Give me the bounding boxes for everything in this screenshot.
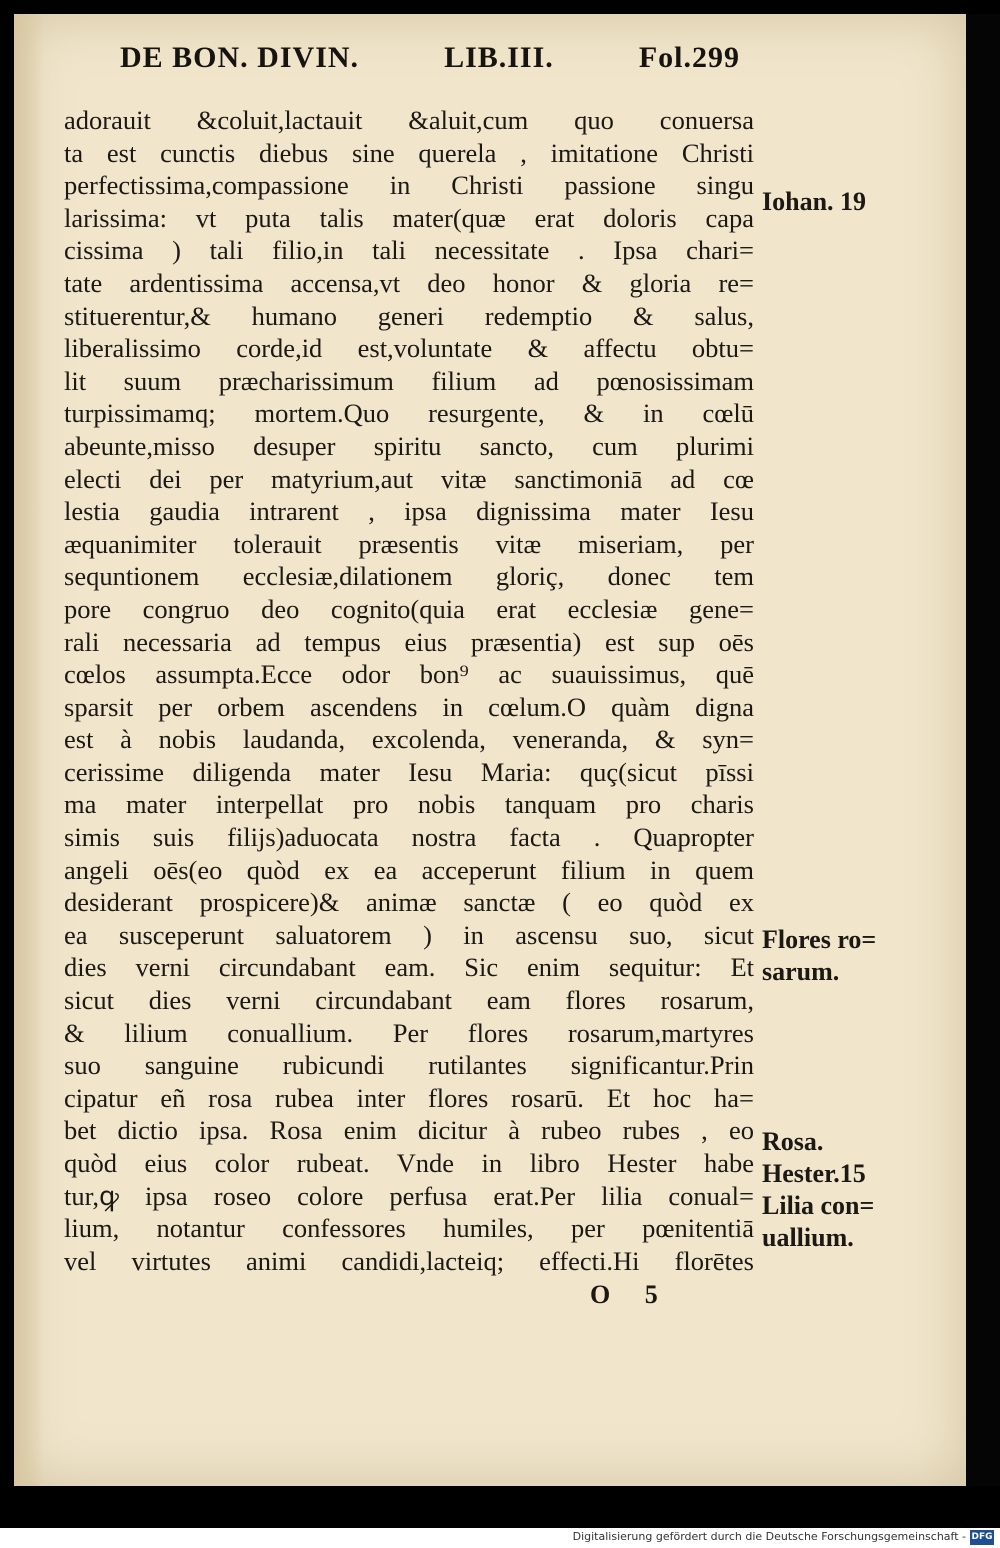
text-line: est à nobis laudanda, excolenda, veneranda, & syn= [64, 724, 754, 755]
text-line: adorauit &coluit,lactauit &aluit,cum quo conuersa [64, 105, 754, 135]
text-line: dies verni circundabant eam. Sic enim sequitur: Et [64, 952, 754, 983]
text-line: turpissimamq; mortem.Quo resurgente, & in cœlū [64, 398, 754, 429]
scan-border [966, 14, 1000, 1486]
text-line: lestia gaudia intrarent , ipsa dignissima mater Iesu [64, 496, 754, 527]
text-line: liberalissimo corde,id est,voluntate & affectu obtu= [64, 333, 754, 364]
marginal-note-iohan [762, 186, 866, 218]
marginal-note-flores [762, 924, 876, 988]
text-line: sequntionem ecclesiæ,dilationem gloriç, donec tem [64, 561, 754, 592]
text-line: suo sanguine rubicundi rutilantes significantur.Prin [64, 1050, 754, 1081]
body-text [64, 104, 754, 1277]
page-gutter-shadow [14, 14, 44, 1486]
text-line: sicut dies verni circundabant eam flores rosarum, [64, 985, 754, 1016]
text-line: quòd eius color rubeat. Vnde in libro Hester habe [64, 1148, 754, 1178]
header-title: DE BON. DIVIN. [120, 41, 360, 74]
text-line: æquanimiter tolerauit præsentis vitæ miseriam, per [64, 528, 754, 559]
text-line: ma mater interpellat pro nobis tanquam pro charis [64, 789, 754, 820]
dfg-logo: DFG [970, 1530, 994, 1545]
marginal-note-rosa [762, 1126, 874, 1254]
text-line: cœlos assumpta.Ecce odor bon⁹ ac suauissimus, quē [64, 659, 754, 690]
marginal-note-line: Lilia con= [762, 1191, 875, 1220]
text-line: abeunte,misso desuper spiritu sancto, cum plurimi [64, 430, 754, 461]
text-line: vel virtutes animi candidi,lacteiq; effecti.Hi florētes [64, 1245, 754, 1276]
marginal-note-line: Hester.15 [762, 1159, 866, 1188]
signature-mark: O 5 [590, 1280, 672, 1309]
text-line: ea susceperunt saluatorem ) in ascensu suo, sicut [64, 919, 754, 950]
marginal-note-line: Flores ro= [762, 925, 877, 954]
footer-bar [0, 1528, 1000, 1548]
header-folio: Fol.299 [638, 41, 740, 74]
text-line: sparsit per orbem ascendens in cœlum.O quàm digna [64, 691, 754, 722]
text-line: ta est cunctis diebus sine querela , imitatione Christi [64, 137, 754, 168]
header-book: LIB.III. [444, 41, 554, 74]
text-line: bet dictio ipsa. Rosa enim dicitur à rubeo rubes , eo [64, 1115, 754, 1146]
funding-credit: Digitalisierung gefördert durch die Deutsche Forschungsgemeinschaft - [572, 1530, 966, 1543]
text-line: & lilium conuallium. Per flores rosarum,martyres [64, 1017, 754, 1048]
text-line: rali necessaria ad tempus eius præsentia) est sup oēs [64, 626, 754, 657]
text-line: electi dei per matyrium,aut vitæ sanctimoniā ad cœ [64, 463, 754, 494]
marginal-note-line: Rosa. [762, 1127, 824, 1156]
marginal-note-line: sarum. [762, 957, 840, 986]
text-line: lit suum præcharissimum filium ad pœnosissimam [64, 365, 754, 396]
text-line: cerissime diligenda mater Iesu Maria: quç(sicut pīssi [64, 756, 754, 787]
marginal-note-line: uallium. [762, 1223, 854, 1252]
text-line: tur,ꝙ ipsa roseo colore perfusa erat.Per lilia conual= [64, 1180, 754, 1211]
text-line: cissima ) tali filio,in tali necessitate . Ipsa chari= [64, 235, 754, 266]
text-line: simis suis filijs)aduocata nostra facta . Quapropter [64, 822, 754, 853]
text-line: larissima: vt puta talis mater(quæ erat doloris capa [64, 202, 754, 233]
text-line: cipatur eñ rosa rubea inter flores rosarū. Et hoc ha= [64, 1082, 754, 1113]
text-line: lium, notantur confessores humiles, per pœnitentiā [64, 1213, 754, 1244]
running-header [120, 38, 740, 78]
marginal-note-line: Iohan. 19 [762, 187, 867, 216]
text-line: stituerentur,& humano generi redemptio & salus, [64, 300, 754, 331]
text-line: desiderant prospicere)& animæ sanctæ ( eo quòd ex [64, 887, 754, 918]
text-line: perfectissima,compassione in Christi passione singu [64, 170, 754, 201]
text-line: tate ardentissima accensa,vt deo honor & gloria re= [64, 267, 754, 298]
text-line: angeli oēs(eo quòd ex ea acceperunt filium in quem [64, 854, 754, 885]
text-line: pore congruo deo cognito(quia erat ecclesiæ gene= [64, 593, 754, 624]
